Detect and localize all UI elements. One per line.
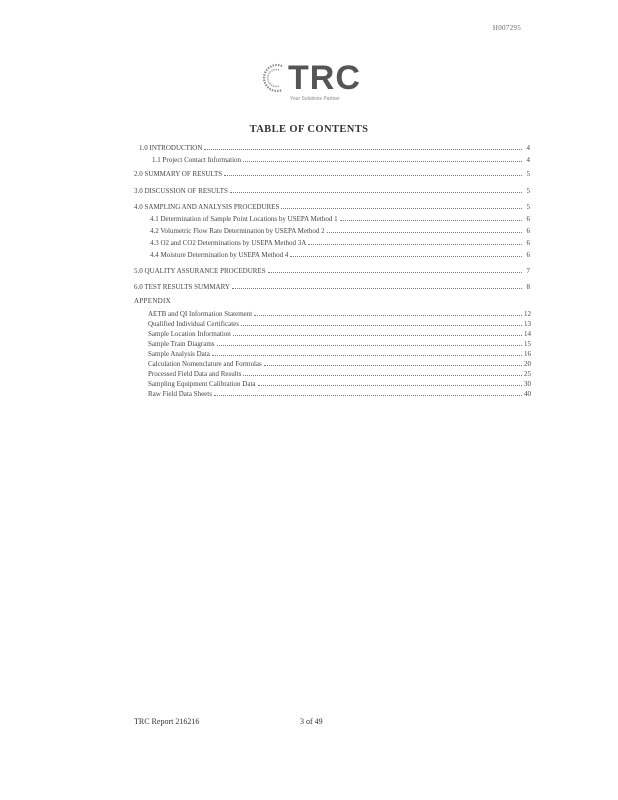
toc-entry-label: 6.0 TEST RESULTS SUMMARY	[134, 283, 230, 291]
dot-leader	[214, 389, 522, 396]
toc-entry-label: 5.0 QUALITY ASSURANCE PROCEDURES	[134, 267, 266, 275]
dot-leader	[243, 369, 522, 376]
logo-wordmark: TRC	[288, 59, 361, 97]
dot-leader	[254, 309, 522, 316]
dot-leader	[264, 359, 522, 366]
appendix-entry-page: 25	[524, 370, 531, 378]
toc-entry[interactable]	[134, 202, 530, 212]
appendix-entry[interactable]	[148, 349, 530, 359]
toc-entry-label: 1.1 Project Contact Information	[152, 156, 242, 164]
dot-leader	[243, 155, 522, 162]
appendix-entry[interactable]	[148, 379, 530, 389]
toc-entry-label: 4.0 SAMPLING AND ANALYSIS PROCEDURES	[134, 203, 280, 211]
dot-leader	[327, 226, 522, 233]
appendix-entry-page: 40	[524, 390, 531, 398]
appendix-entry-label: Sample Analysis Data	[148, 350, 210, 358]
logo-tagline: Your Solutions Partner	[290, 96, 340, 102]
toc-entry[interactable]	[134, 266, 530, 276]
toc-entry-page: 4	[526, 144, 530, 152]
toc-entry[interactable]	[134, 169, 530, 179]
toc-entry-label: 2.0 SUMMARY OF RESULTS	[134, 170, 223, 178]
appendix-entry-page: 20	[524, 360, 531, 368]
dot-leader	[232, 282, 522, 289]
footer-report-number: TRC Report 216216	[134, 717, 200, 726]
toc-entry[interactable]	[150, 238, 530, 248]
document-id: H007295	[492, 24, 521, 32]
toc-entry[interactable]	[150, 214, 530, 224]
appendix-entry-page: 16	[524, 350, 531, 358]
toc-entry-label: 1.0 INTRODUCTION	[139, 144, 203, 152]
toc-entry-page: 6	[526, 239, 530, 247]
appendix-entry-page: 14	[524, 330, 531, 338]
appendix-entry-page: 30	[524, 380, 531, 388]
toc-entry-page: 7	[526, 267, 530, 275]
toc-entry-label: 4.4 Moisture Determination by USEPA Method 4	[150, 251, 289, 259]
appendix-entry-label: Raw Field Data Sheets	[148, 390, 212, 398]
toc-entry-page: 6	[526, 251, 530, 259]
toc-entry[interactable]	[134, 282, 530, 292]
dot-leader	[268, 266, 522, 273]
dot-leader	[241, 319, 522, 326]
appendix-entry[interactable]	[148, 339, 530, 349]
dot-leader	[217, 339, 523, 346]
appendix-entry-page: 12	[524, 310, 531, 318]
toc-entry-page: 6	[526, 227, 530, 235]
toc-entry[interactable]	[152, 155, 530, 165]
dot-leader	[281, 202, 522, 209]
dot-leader	[233, 329, 522, 336]
toc-entry-page: 6	[526, 215, 530, 223]
dot-leader	[290, 250, 522, 257]
toc-title: TABLE OF CONTENTS	[249, 124, 369, 135]
appendix-entry-label: Sampling Equipment Calibration Data	[148, 380, 256, 388]
toc-entry[interactable]	[150, 250, 530, 260]
toc-entry[interactable]	[150, 226, 530, 236]
appendix-entry[interactable]	[148, 359, 530, 369]
toc-entry[interactable]	[139, 143, 530, 153]
toc-entry-page: 8	[526, 283, 530, 291]
dot-leader	[224, 169, 522, 176]
appendix-entry[interactable]	[148, 369, 530, 379]
dot-leader	[204, 143, 522, 150]
toc-entry[interactable]	[134, 186, 530, 196]
appendix-entry-label: Processed Field Data and Results	[148, 370, 242, 378]
appendix-entry-label: Qualified Individual Certificates	[148, 320, 239, 328]
toc-entry-label: 3.0 DISCUSSION OF RESULTS	[134, 187, 228, 195]
appendix-entry[interactable]	[148, 309, 530, 319]
toc-entry-page: 5	[526, 203, 530, 211]
dot-leader	[230, 186, 522, 193]
appendix-entry-label: Sample Train Diagrams	[148, 340, 215, 348]
appendix-entry-label: Calculation Nomenclature and Formulas	[148, 360, 262, 368]
appendix-entry-page: 15	[524, 340, 531, 348]
toc-entry-page: 5	[526, 170, 530, 178]
toc-entry-page: 4	[526, 156, 530, 164]
toc-entry-label: 4.3 O2 and CO2 Determinations by USEPA Method 3A	[150, 239, 307, 247]
appendix-entry-label: AETB and QI Information Statement	[148, 310, 253, 318]
appendix-entry[interactable]	[148, 389, 530, 399]
toc-entry-label: 4.1 Determination of Sample Point Locations by USEPA Method 1	[150, 215, 338, 223]
toc-entry-page: 5	[526, 187, 530, 195]
appendix-entry[interactable]	[148, 329, 530, 339]
dot-leader	[308, 238, 522, 245]
appendix-entry-label: Sample Location Information	[148, 330, 231, 338]
appendix-heading: APPENDIX	[134, 297, 172, 305]
dot-leader	[258, 379, 522, 386]
dot-leader	[212, 349, 522, 356]
toc-entry-label: 4.2 Volumetric Flow Rate Determination by USEPA Method 2	[150, 227, 325, 235]
appendix-entry-page: 13	[524, 320, 531, 328]
footer-page-number: 3 of 49	[300, 717, 323, 726]
dot-leader	[340, 214, 522, 221]
appendix-entry[interactable]	[148, 319, 530, 329]
